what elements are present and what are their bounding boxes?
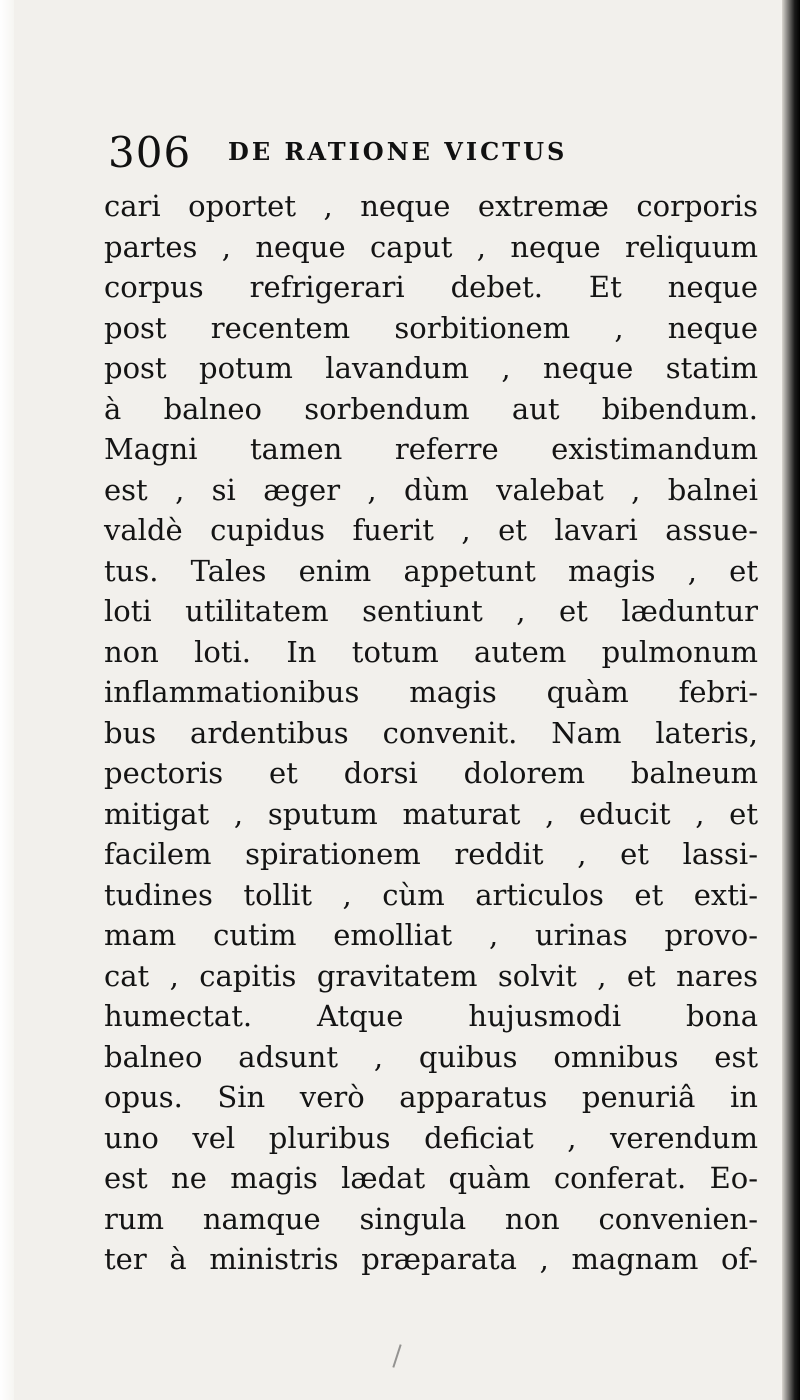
stray-ink-mark xyxy=(392,1344,401,1367)
text-line: non loti. In totum autem pulmonum xyxy=(104,634,758,669)
running-head: DE RATIONE VICTUS xyxy=(228,137,568,166)
text-line: valdè cupidus fuerit , et lavari assue- xyxy=(104,513,758,547)
text-line: opus. Sin verò apparatus penuriâ in xyxy=(104,1080,758,1114)
page-number: 306 xyxy=(108,128,192,177)
text-line: est , si æger , dùm valebat , balnei xyxy=(104,472,758,507)
text-line: à balneo sorbendum aut bibendum. xyxy=(104,391,758,426)
text-line: uno vel pluribus deficiat , verendum xyxy=(104,1120,758,1155)
text-line: loti utilitatem sentiunt , et læduntur xyxy=(104,594,758,628)
text-line: facilem spirationem reddit , et lassi- xyxy=(104,837,758,871)
text-line: post recentem sorbitionem , neque xyxy=(104,310,758,345)
text-line: tus. Tales enim appetunt magis , et xyxy=(104,553,758,588)
text-line: cat , capitis gravitatem solvit , et nares xyxy=(104,958,758,993)
page-header xyxy=(108,126,748,180)
text-line: tudines tollit , cùm articulos et exti- xyxy=(104,877,758,912)
page-left-margin xyxy=(0,0,14,1400)
text-line: Magni tamen referre existimandum xyxy=(104,432,758,466)
page-gutter-shadow xyxy=(782,0,800,1400)
text-line: ter à ministris præparata , magnam of- xyxy=(104,1242,758,1276)
text-line: bus ardentibus convenit. Nam lateris, xyxy=(104,715,758,750)
text-line: balneo adsunt , quibus omnibus est xyxy=(104,1039,758,1074)
text-line: cari oportet , neque extremæ corporis xyxy=(104,189,758,223)
text-line: mitigat , sputum maturat , educit , et xyxy=(104,796,758,831)
text-line: mam cutim emolliat , urinas provo- xyxy=(104,918,758,952)
text-line: post potum lavandum , neque statim xyxy=(104,351,758,385)
body-text xyxy=(104,186,758,1280)
text-line: corpus refrigerari debet. Et neque xyxy=(104,270,758,304)
text-line: inflammationibus magis quàm febri- xyxy=(104,675,758,709)
text-line: rum namque singula non convenien- xyxy=(104,1201,758,1236)
text-line: humectat. Atque hujusmodi bona xyxy=(104,999,758,1033)
text-line: partes , neque caput , neque reliquum xyxy=(104,229,758,264)
text-line: pectoris et dorsi dolorem balneum xyxy=(104,756,758,790)
text-line: est ne magis lædat quàm conferat. Eo- xyxy=(104,1161,758,1195)
